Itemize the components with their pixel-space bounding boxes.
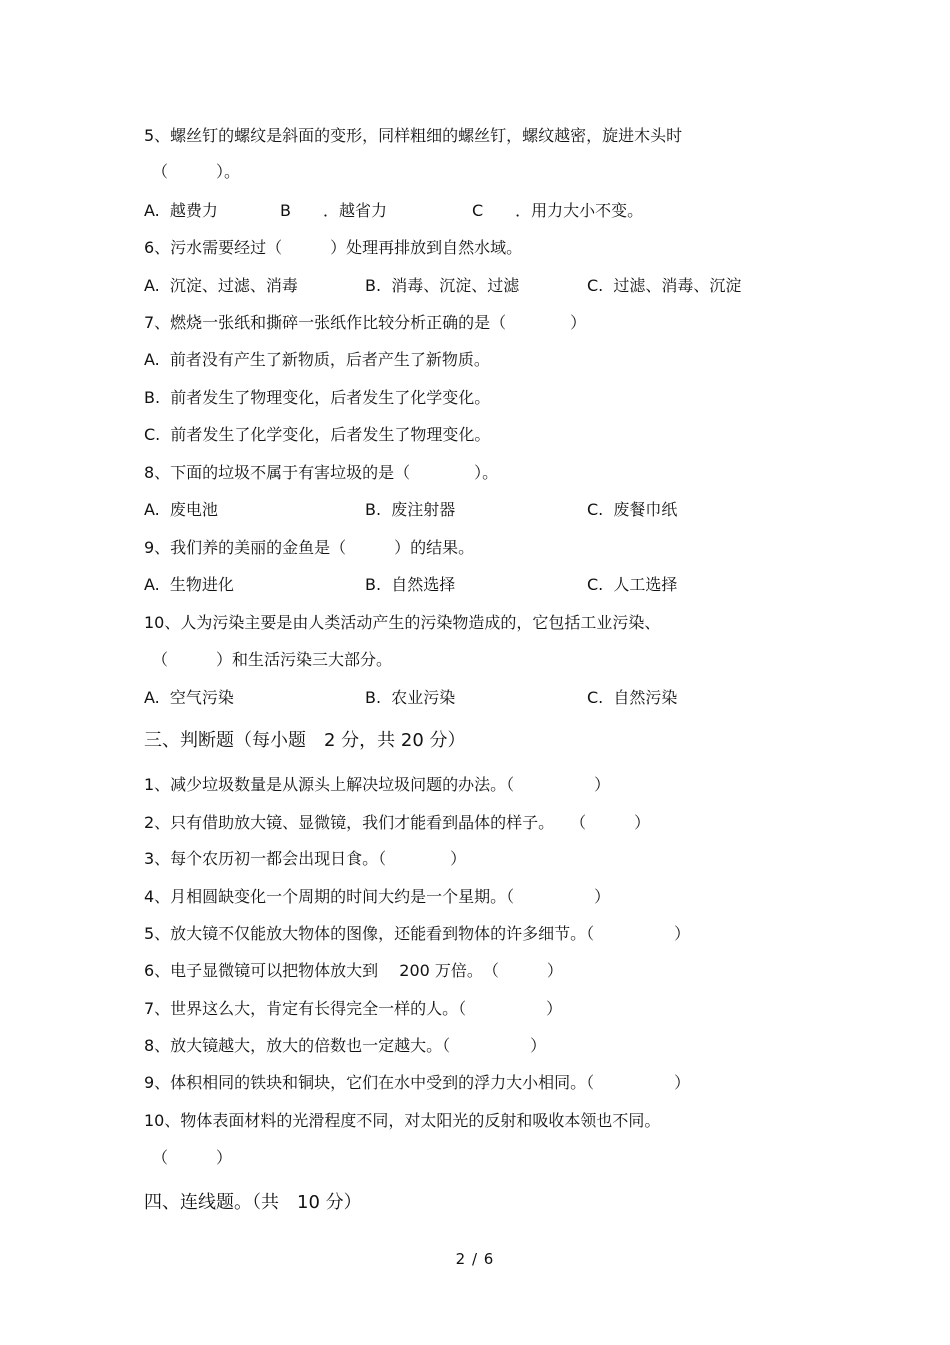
question-10-option-a: A. 空气污染 <box>144 688 234 707</box>
question-5-option-b: B ．越省力 <box>280 201 387 220</box>
question-9-option-c: C. 人工选择 <box>587 575 678 594</box>
question-8-option-c: C. 废餐巾纸 <box>587 500 678 519</box>
judgment-item-1: 1、减少垃圾数量是从源头上解决垃圾问题的办法。（ ） <box>144 775 611 794</box>
question-6-option-b: B. 消毒、沉淀、过滤 <box>365 276 520 295</box>
question-5-option-a: A. 越费力 <box>144 201 218 220</box>
question-8-stem: 8、下面的垃圾不属于有害垃圾的是（ ）。 <box>144 463 499 482</box>
question-10-stem-continued: （ ）和生活污染三大部分。 <box>152 650 393 669</box>
judgment-item-4: 4、月相圆缺变化一个周期的时间大约是一个星期。（ ） <box>144 887 611 906</box>
section-4-heading: 四、连线题。（共 10 分） <box>144 1192 362 1213</box>
question-7-option-a: A. 前者没有产生了新物质，后者产生了新物质。 <box>144 350 490 369</box>
question-10-option-c: C. 自然污染 <box>587 688 678 707</box>
question-7-option-c: C. 前者发生了化学变化，后者发生了物理变化。 <box>144 425 491 444</box>
page-number: 2 / 6 <box>455 1250 495 1268</box>
question-6-option-a: A. 沉淀、过滤、消毒 <box>144 276 298 295</box>
question-5-stem: 5、螺丝钉的螺纹是斜面的变形，同样粗细的螺丝钉，螺纹越密，旋进木头时 <box>144 126 683 145</box>
question-6-option-c: C. 过滤、消毒、沉淀 <box>587 276 742 295</box>
judgment-item-5: 5、放大镜不仅能放大物体的图像，还能看到物体的许多细节。（ ） <box>144 924 691 943</box>
judgment-item-9: 9、体积相同的铁块和铜块，它们在水中受到的浮力大小相同。（ ） <box>144 1073 691 1092</box>
question-9-option-a: A. 生物进化 <box>144 575 234 594</box>
judgment-item-3: 3、每个农历初一都会出现日食。（ ） <box>144 849 467 868</box>
question-5-option-c: C ．用力大小不变。 <box>472 201 644 220</box>
question-7-option-b: B. 前者发生了物理变化，后者发生了化学变化。 <box>144 388 491 407</box>
question-7-stem: 7、燃烧一张纸和撕碎一张纸作比较分析正确的是（ ） <box>144 313 587 332</box>
judgment-item-2: 2、只有借助放大镜、显微镜，我们才能看到晶体的样子。 （ ） <box>144 813 651 832</box>
question-5-blank: （ ）。 <box>152 162 241 181</box>
judgment-item-7: 7、世界这么大，肯定有长得完全一样的人。（ ） <box>144 999 563 1018</box>
judgment-item-8: 8、放大镜越大，放大的倍数也一定越大。（ ） <box>144 1036 547 1055</box>
section-3-heading: 三、判断题（每小题 2 分，共 20 分） <box>144 730 466 751</box>
judgment-item-6: 6、电子显微镜可以把物体放大到 200 万倍。 （ ） <box>144 961 563 980</box>
question-10-stem: 10、人为污染主要是由人类活动产生的污染物造成的，它包括工业污染、 <box>144 613 661 632</box>
question-8-option-b: B. 废注射器 <box>365 500 456 519</box>
question-6-stem: 6、污水需要经过（ ）处理再排放到自然水域。 <box>144 238 523 257</box>
judgment-item-10-blank: （ ） <box>152 1148 233 1167</box>
question-10-option-b: B. 农业污染 <box>365 688 456 707</box>
question-9-stem: 9、我们养的美丽的金鱼是（ ）的结果。 <box>144 538 475 557</box>
judgment-item-10: 10、物体表面材料的光滑程度不同，对太阳光的反射和吸收本领也不同。 <box>144 1111 661 1130</box>
question-9-option-b: B. 自然选择 <box>365 575 456 594</box>
question-8-option-a: A. 废电池 <box>144 500 218 519</box>
